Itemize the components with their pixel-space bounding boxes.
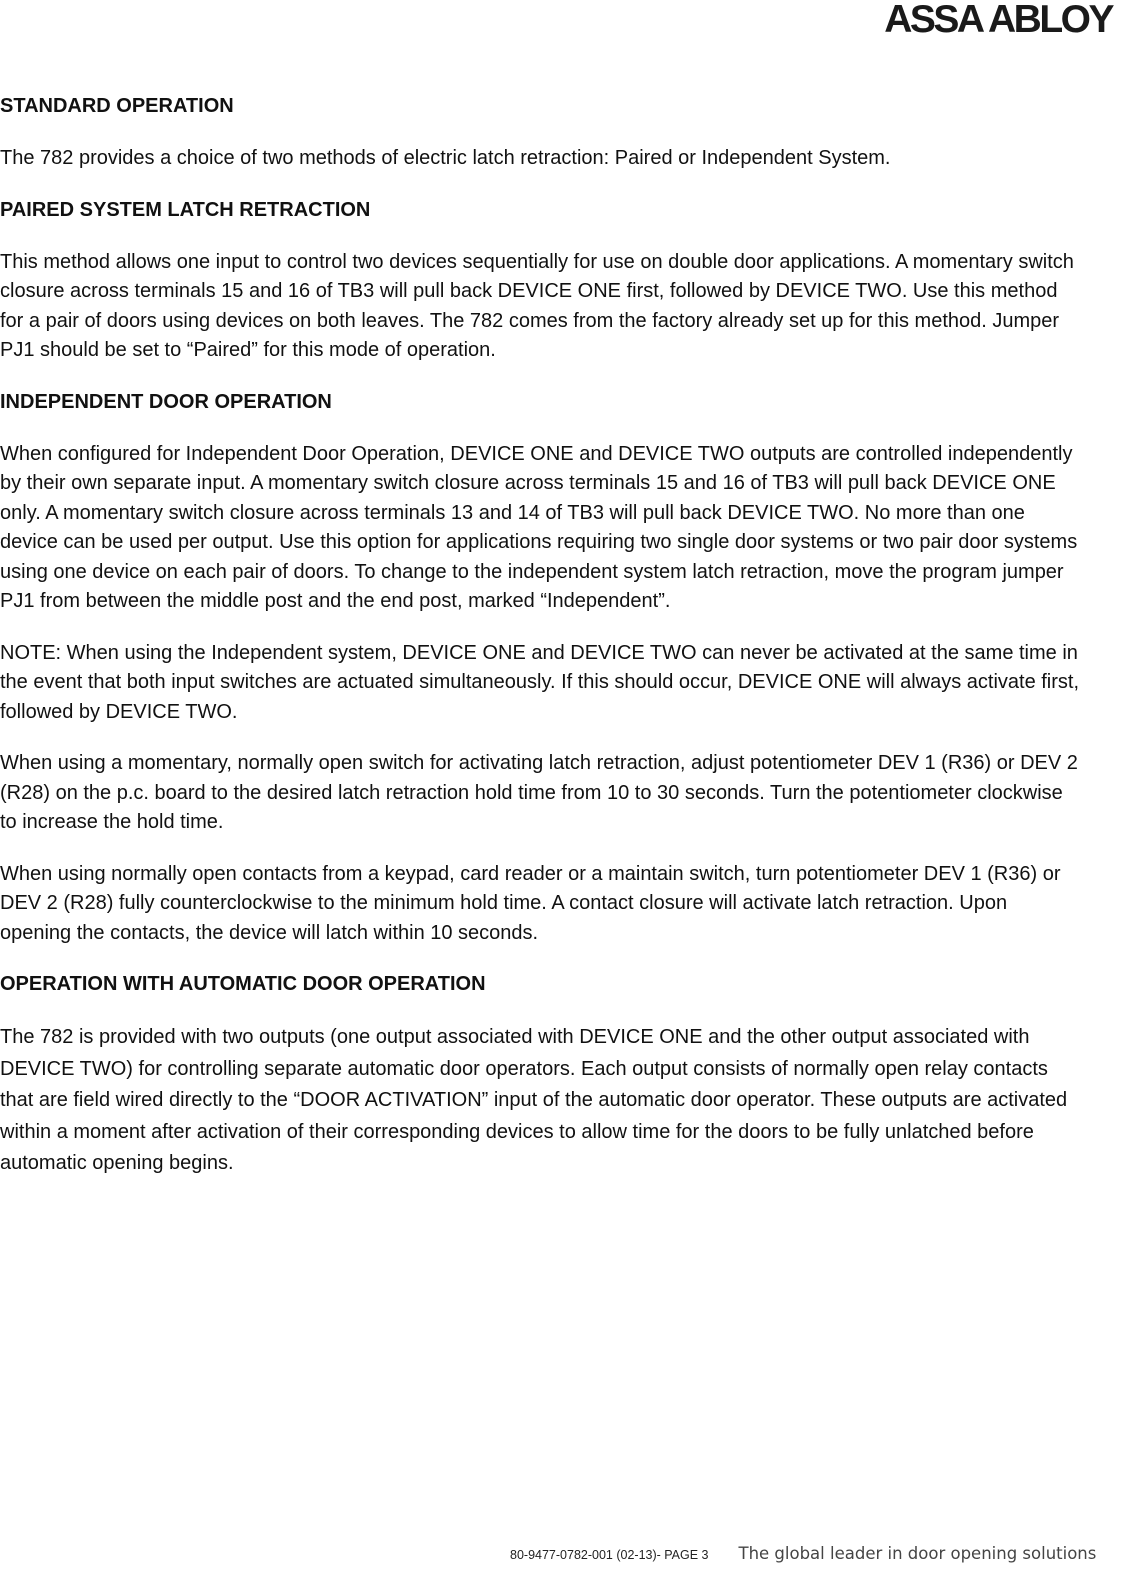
section-heading: PAIRED SYSTEM LATCH RETRACTION — [0, 198, 371, 221]
section-heading: INDEPENDENT DOOR OPERATION — [0, 390, 332, 413]
assa-abloy-logo: ASSA ABLOY — [884, 0, 1112, 41]
document-code: 80-9477-0782-001 (02-13)- PAGE 3 — [510, 1548, 709, 1562]
section-heading: STANDARD OPERATION — [0, 95, 234, 117]
paragraph: The 782 provides a choice of two methods of electric latch retraction: Paired or Independent System. — [0, 147, 891, 169]
paragraph: When configured for Independent Door Operation, DEVICE ONE and DEVICE TWO outputs are controlled independently by their own separate input. A momentary switch closure across terminals 15 and 16 of TB3 will pull back DEVICE ONE only. A momentary switch closure across terminals 13 and 14 of TB3 will pull back DEVICE TWO. No more than one device can be used per output. Use this option for applications requiring two single door systems or two pair door systems using one device on each pair of doors. To change to the independent system latch retraction, move the program jumper PJ1 from between the middle post and the end post, marked “Independent”. — [0, 442, 1078, 612]
section-paired-system — [0, 196, 1080, 366]
section-automatic-door — [0, 970, 1080, 1180]
paragraph: The 782 is provided with two outputs (one output associated with DEVICE ONE and the other output associated with DEVICE TWO) for controlling separate automatic door operators. Each output consists of normally open relay contacts that are field wired directly to the “DOOR ACTIVATION” input of the automatic door operator. These outputs are activated within a moment after activation of their corresponding devices to allow time for the doors to be fully unlatched before automatic opening begins. — [0, 1026, 1068, 1174]
paragraph: When using normally open contacts from a keypad, card reader or a maintain switch, turn potentiometer DEV 1 (R36) or DEV 2 (R28) fully counterclockwise to the minimum hold time. A contact closure will activate latch retraction. Upon opening the contacts, the device will latch within 10 seconds. — [0, 862, 1061, 944]
section-independent-door — [0, 388, 1080, 949]
document-body — [0, 92, 1080, 1202]
note-paragraph: NOTE: When using the Independent system, DEVICE ONE and DEVICE TWO can never be activated at the same time in the event that both input switches are actuated simultaneously. If this should occur, DEVICE ONE will always activate first, followed by DEVICE TWO. — [0, 641, 1080, 723]
paragraph: When using a momentary, normally open switch for activating latch retraction, adjust potentiometer DEV 1 (R36) or DEV 2 (R28) on the p.c. board to the desired latch retraction hold time from 10 to 30 seconds. Turn the potentiometer clockwise to increase the hold time. — [0, 752, 1078, 833]
section-heading: OPERATION WITH AUTOMATIC DOOR OPERATION — [0, 973, 486, 995]
paragraph: This method allows one input to control two devices sequentially for use on double door applications. A momentary switch closure across terminals 15 and 16 of TB3 will pull back DEVICE ONE first, followed by DEVICE TWO. Use this method for a pair of doors using devices on both leaves. The 782 comes from the factory already set up for this method. Jumper PJ1 should be set to “Paired” for this mode of operation. — [0, 250, 1074, 361]
tagline: The global leader in door opening solutions — [738, 1544, 1097, 1563]
section-standard-operation — [0, 92, 1080, 174]
page-footer — [510, 1544, 1096, 1563]
